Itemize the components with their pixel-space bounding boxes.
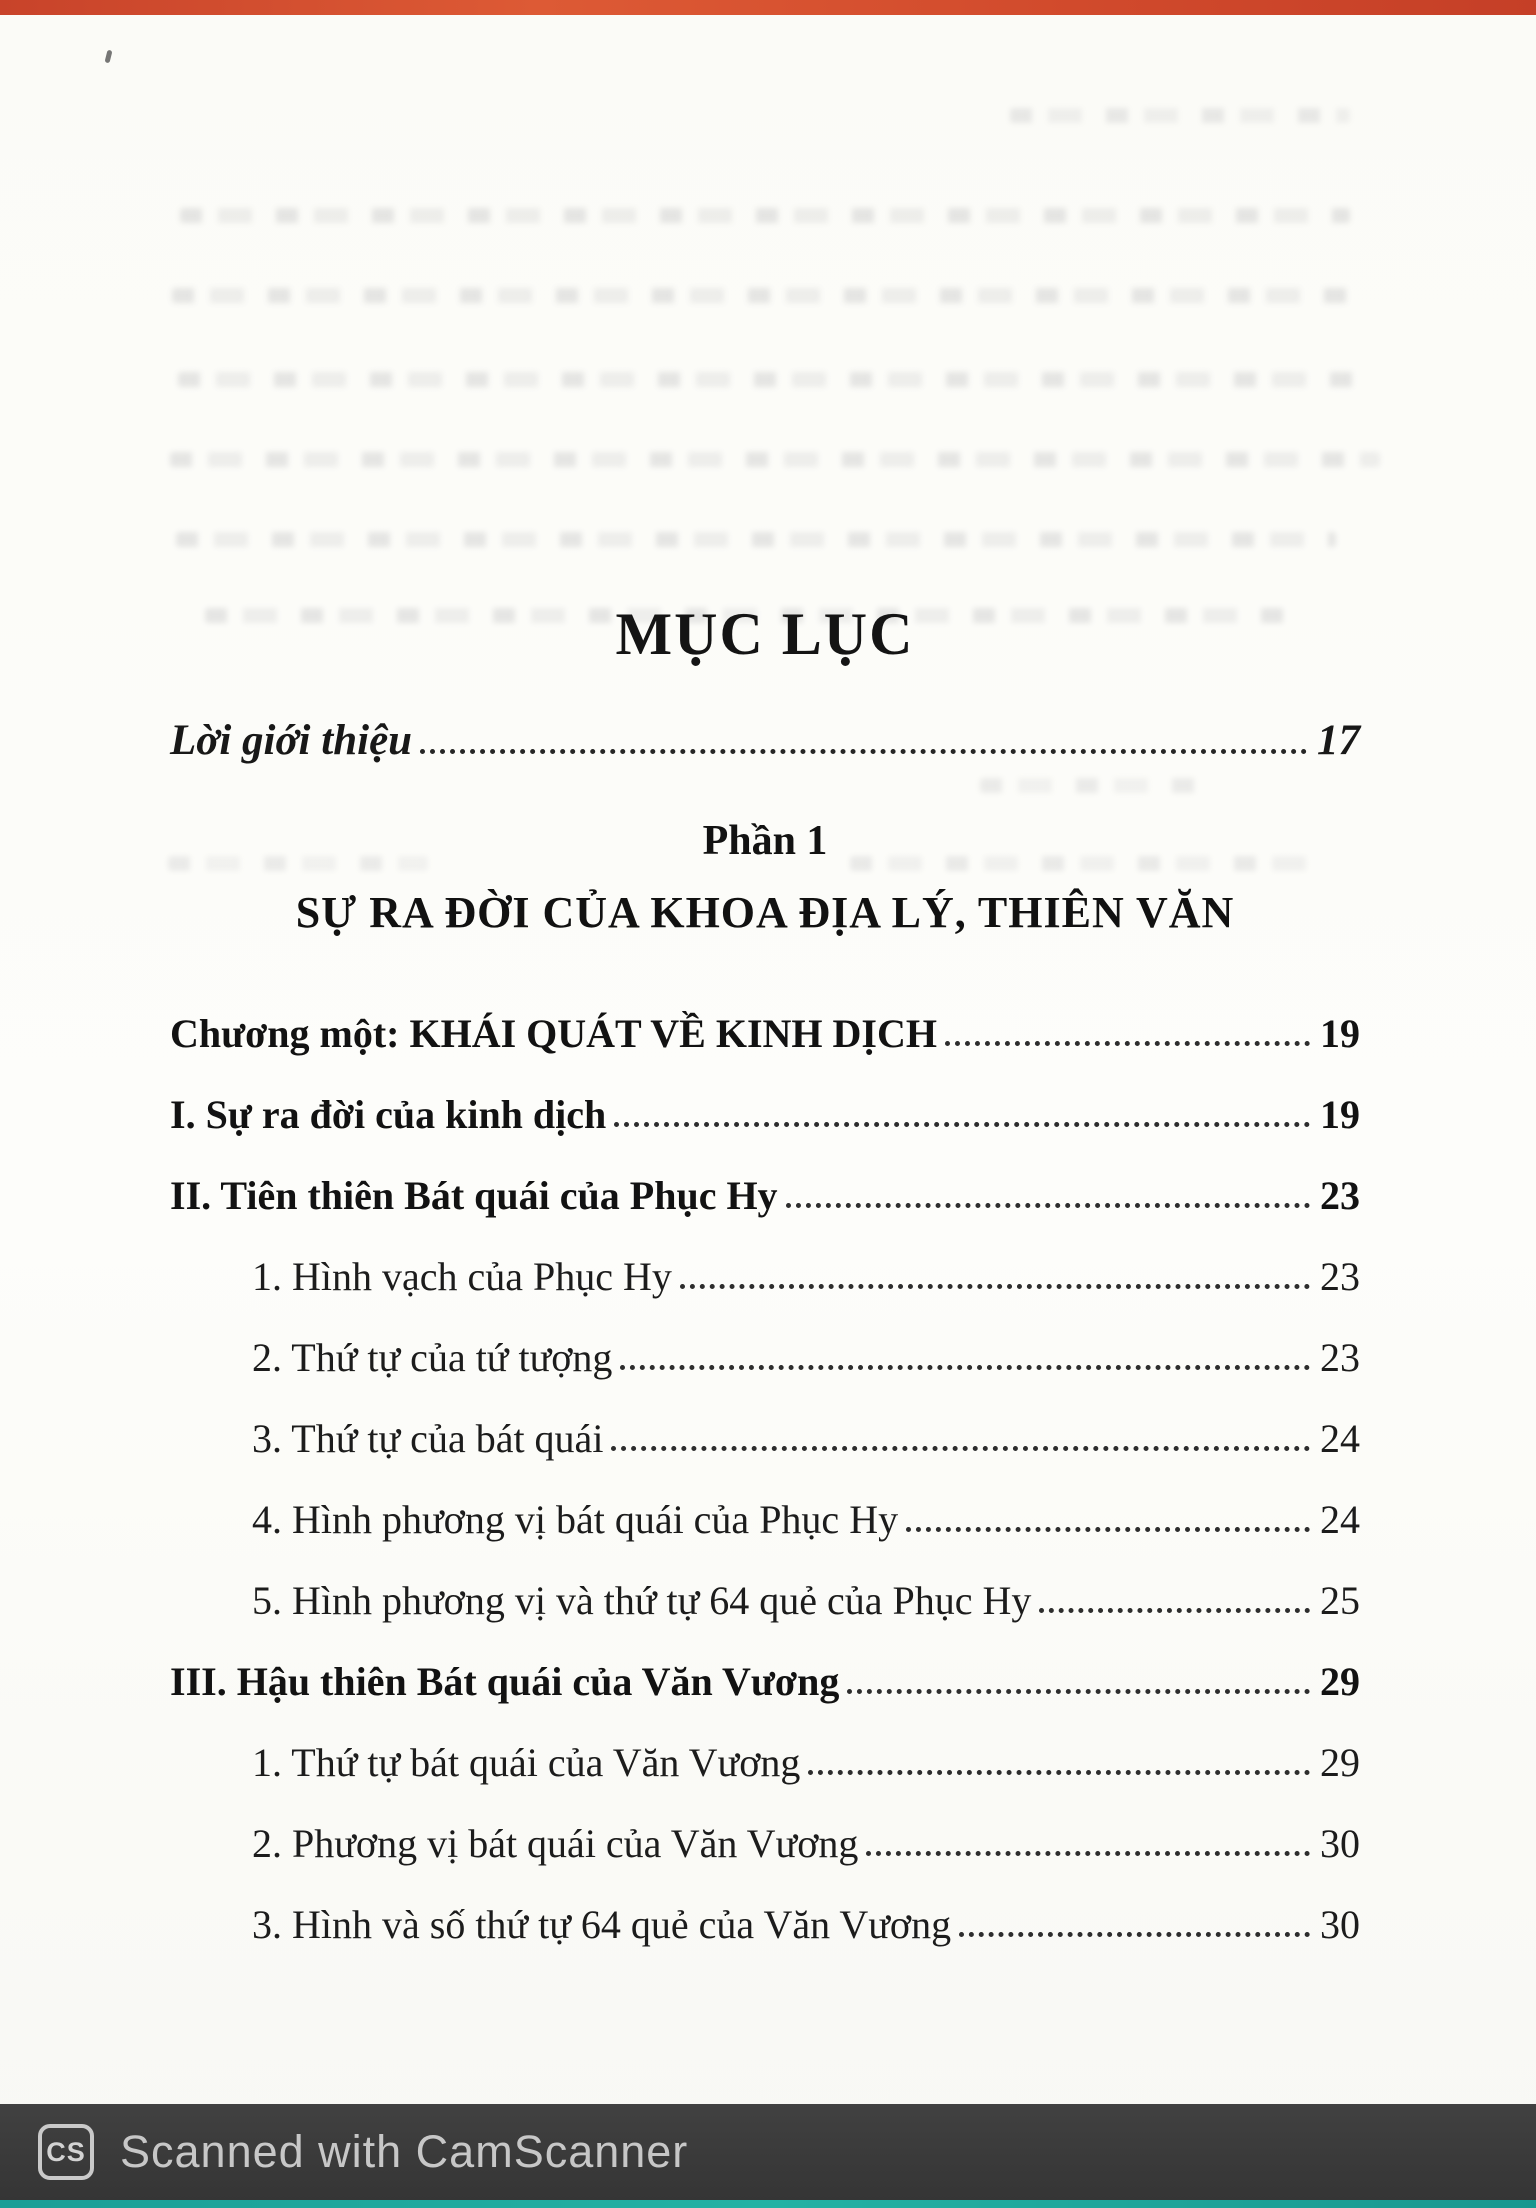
toc-entry-page: 19 <box>1320 1092 1360 1137</box>
toc-entry-page: 23 <box>1320 1173 1360 1218</box>
toc-entry <box>170 1867 1360 1948</box>
toc-entry-page: 24 <box>1320 1497 1360 1542</box>
toc-entry <box>170 1624 1360 1705</box>
dot-leader <box>906 1527 1310 1532</box>
toc-entry <box>170 1786 1360 1867</box>
dot-leader <box>945 1041 1310 1046</box>
dot-leader <box>808 1770 1310 1775</box>
camscanner-logo-icon: CS <box>38 2124 94 2180</box>
toc-entry-intro <box>170 683 1360 765</box>
toc-entry-page: 17 <box>1317 716 1360 764</box>
dot-leader <box>614 1122 1310 1127</box>
toc-entry-label: 3. Thứ tự của bát quái <box>252 1416 604 1461</box>
toc-entry-label: III. Hậu thiên Bát quái của Văn Vương <box>170 1659 840 1704</box>
toc-entry-label: II. Tiên thiên Bát quái của Phục Hy <box>170 1173 778 1218</box>
toc-entry <box>170 1543 1360 1624</box>
dot-leader <box>611 1446 1310 1451</box>
dot-leader <box>620 1365 1310 1370</box>
dot-leader <box>866 1851 1310 1856</box>
toc-entry <box>170 1705 1360 1786</box>
dot-leader <box>959 1932 1310 1937</box>
toc-entry-page: 30 <box>1320 1902 1360 1947</box>
camscanner-watermark-text: Scanned with CamScanner <box>120 2126 689 2177</box>
dot-leader <box>786 1203 1310 1208</box>
toc-entry <box>170 1057 1360 1138</box>
toc-entry-label: 3. Hình và số thứ tự 64 quẻ của Văn Vương <box>252 1902 952 1947</box>
camscanner-watermark-bar <box>0 2104 1536 2200</box>
toc-entry-page: 25 <box>1320 1578 1360 1623</box>
toc-entry <box>170 1381 1360 1462</box>
toc-entry-label: Chương một: KHÁI QUÁT VỀ KINH DỊCH <box>170 1011 937 1056</box>
toc-entry <box>170 1462 1360 1543</box>
toc-entry-label: 1. Hình vạch của Phục Hy <box>252 1254 672 1299</box>
toc-entry-label: 4. Hình phương vị bát quái của Phục Hy <box>252 1497 899 1542</box>
part-heading: Phần 1 <box>702 818 828 864</box>
toc-entry-label: I. Sự ra đời của kinh dịch <box>170 1092 607 1137</box>
scan-edge-bottom-strip <box>0 2200 1536 2208</box>
toc-entry <box>170 976 1360 1057</box>
dot-leader <box>420 749 1307 754</box>
toc-entry-label: 2. Phương vị bát quái của Văn Vương <box>252 1821 859 1866</box>
toc-entries <box>170 976 1360 1948</box>
toc-entry-label: 5. Hình phương vị và thứ tự 64 quẻ của Phục Hy <box>252 1578 1032 1623</box>
toc-entry-label: 2. Thứ tự của tứ tượng <box>252 1335 613 1380</box>
toc-entry-page: 29 <box>1320 1740 1360 1785</box>
part-subheading: SỰ RA ĐỜI CỦA KHOA ĐỊA LÝ, THIÊN VĂN <box>295 888 1235 937</box>
dot-leader <box>680 1284 1310 1289</box>
toc-entry <box>170 1300 1360 1381</box>
toc-entry-label: 1. Thứ tự bát quái của Văn Vương <box>252 1740 801 1785</box>
toc-entry-page: 19 <box>1320 1011 1360 1056</box>
toc-entry-page: 29 <box>1320 1659 1360 1704</box>
toc-entry-label: Lời giới thiệu <box>170 716 413 764</box>
toc-entry <box>170 1138 1360 1219</box>
page-title: MỤC LỤC <box>615 601 915 667</box>
dot-leader <box>847 1689 1310 1694</box>
toc-entry <box>170 1219 1360 1300</box>
toc-entry-page: 30 <box>1320 1821 1360 1866</box>
toc-entry-page: 23 <box>1320 1254 1360 1299</box>
dot-leader <box>1039 1608 1310 1613</box>
toc-entry-page: 23 <box>1320 1335 1360 1380</box>
toc-entry-page: 24 <box>1320 1416 1360 1461</box>
